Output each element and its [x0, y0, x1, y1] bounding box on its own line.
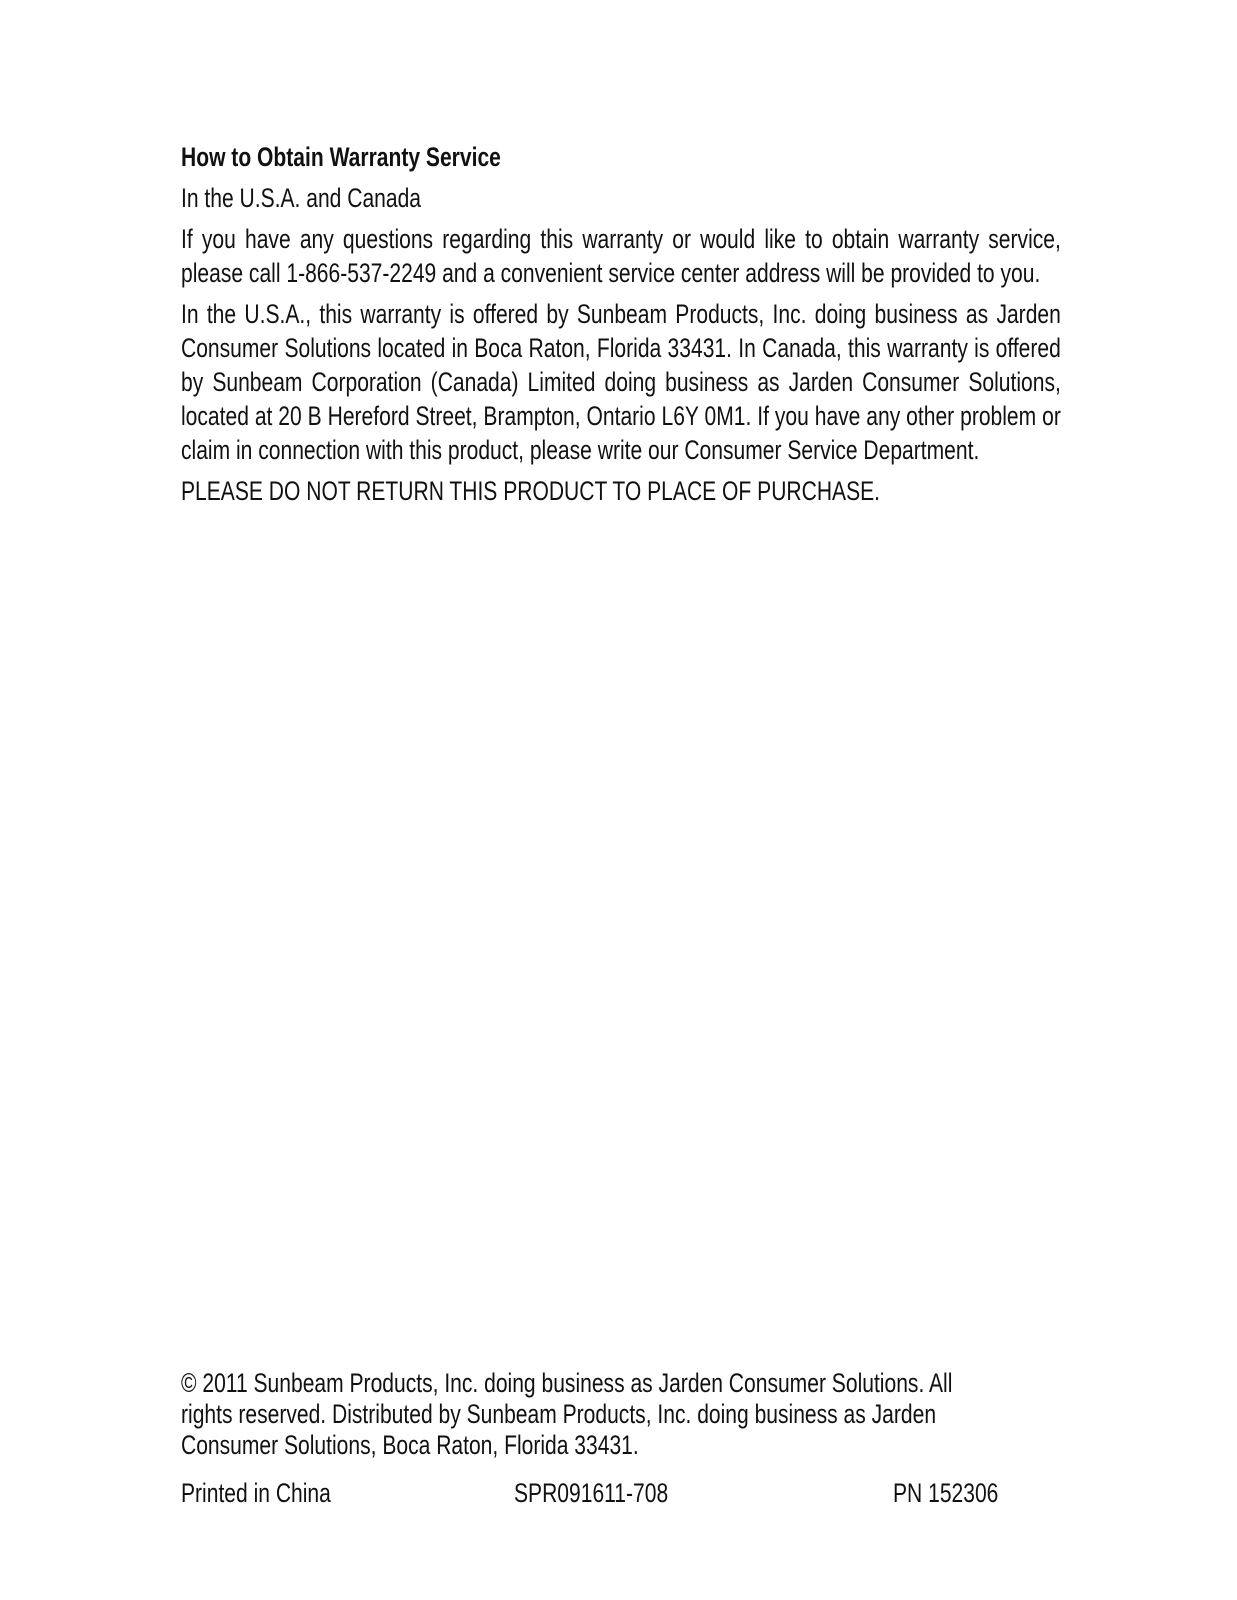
return-notice: PLEASE DO NOT RETURN THIS PRODUCT TO PLACE OF PURCHASE. [181, 476, 881, 506]
warranty-heading: How to Obtain Warranty Service [181, 142, 501, 172]
warranty-provider-paragraph: In the U.S.A., this warranty is offered by Sunbeam Products, Inc. doing business as Jarden Consumer Solutions located in Boca Raton, Florida 33431. In Canada, this warranty is offered by Sunbeam Corporation (Canada) Limited doing business as Jarden Consumer Solutions, located at 20 B Hereford Street, Brampton, Ontario L6Y 0M1. If you have any other problem or claim in connection with this product, please write our Consumer Service Department. [181, 299, 1061, 465]
warranty-section [181, 140, 1061, 508]
part-number: PN 152306 [893, 1478, 999, 1508]
page-footer [181, 1368, 1061, 1508]
warranty-region: In the U.S.A. and Canada [181, 183, 422, 213]
copyright-notice: © 2011 Sunbeam Products, Inc. doing business as Jarden Consumer Solutions. All rights reserved. Distributed by Sunbeam Products, Inc. doing business as Jarden Consumer Solutions, Boca Raton, Florida 33431. [181, 1368, 953, 1460]
warranty-contact-paragraph: If you have any questions regarding this warranty or would like to obtain warranty service, please call 1-866-537-2249 and a convenient service center address will be provided to you. [181, 224, 1061, 288]
printed-in-label: Printed in China [181, 1478, 331, 1508]
document-code: SPR091611-708 [514, 1478, 669, 1508]
footer-meta-row [181, 1476, 1061, 1510]
